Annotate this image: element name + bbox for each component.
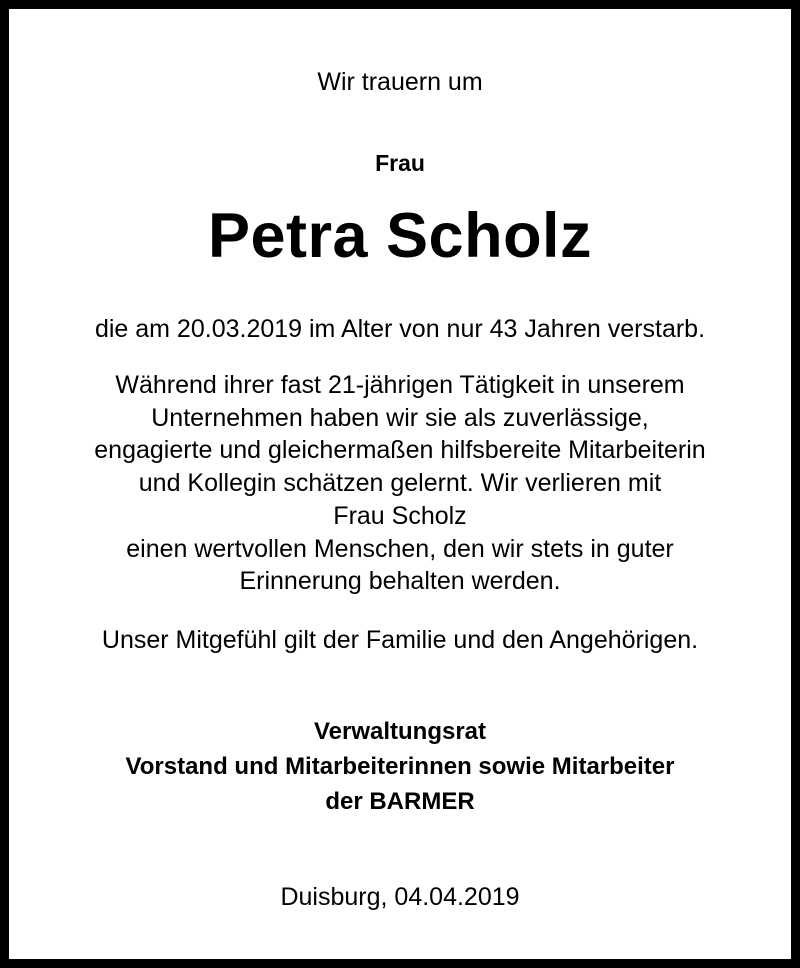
condolence-text: Unser Mitgefühl gilt der Familie und den Angehörigen. <box>101 626 699 654</box>
tribute-line: Frau Scholz <box>333 501 467 530</box>
death-date-line: die am 20.03.2019 im Alter von nur 43 Jahren verstarb. <box>94 315 706 343</box>
tribute-line: engagierte und gleichermaßen hilfsbereite Mitarbeiterin <box>94 436 706 465</box>
intro-text: Wir trauern um <box>317 68 483 96</box>
signature-line: der BARMER <box>325 788 475 815</box>
place-and-date: Duisburg, 04.04.2019 <box>280 883 520 911</box>
tribute-line: einen wertvollen Menschen, den wir stets in guter <box>126 534 674 563</box>
deceased-name: Petra Scholz <box>207 201 593 271</box>
tribute-line: Erinnerung behalten werden. <box>239 567 561 596</box>
signature-line: Verwaltungsrat <box>313 718 487 745</box>
tribute-line: Während ihrer fast 21-jährigen Tätigkeit in unserem <box>115 371 685 399</box>
signature-line: Vorstand und Mitarbeiterinnen sowie Mitarbeiter <box>125 753 675 780</box>
tribute-line: und Kollegin schätzen gelernt. Wir verlieren mit <box>138 469 662 498</box>
salutation: Frau <box>375 150 425 176</box>
signature-block <box>9 714 791 819</box>
tribute-paragraph <box>9 369 791 598</box>
tribute-line: Unternehmen haben wir sie als zuverlässige, <box>151 403 649 432</box>
